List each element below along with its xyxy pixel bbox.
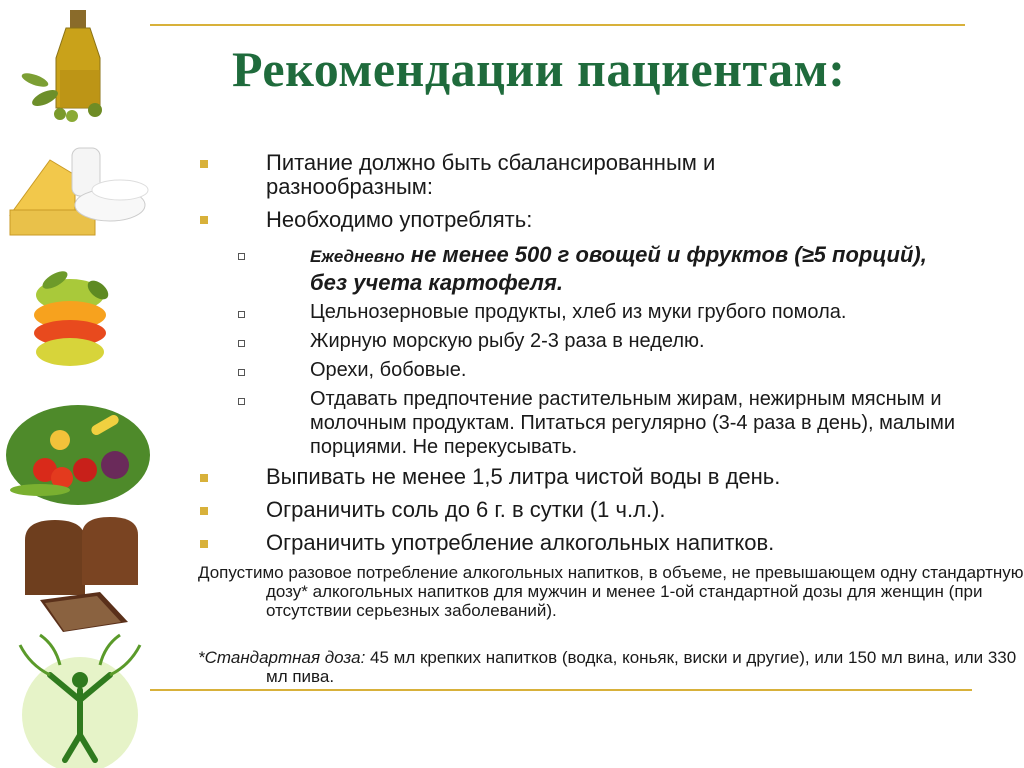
standard-dose-text: 45 мл крепких напитков (водка, коньяк, виски и другие), или 150 мл вина, или 330 мл пива. [266,648,1017,686]
sub-item-fish: Жирную морскую рыбу 2-3 раза в неделю. [310,330,705,352]
bullet-must-consume: Необходимо употреблять: [266,207,533,232]
alcohol-note: Допустимо разовое потребление алкогольных напитков, в объеме, не превышающем одну стандартную дозу* алкогольных напитков для мужчин и менее 1-ой стандартной дозы для женщин (при отсутствии серьезных заболеваний). [198,563,1024,620]
sub-bullet-marker [238,369,245,376]
bullet-alcohol: Ограничить употребление алкогольных напитков. [266,530,775,555]
sub-item-vegetables-fruits [310,242,970,296]
standard-dose-note [198,648,1024,686]
bullet-salt: Ограничить соль до 6 г. в сутки (1 ч.л.). [266,497,666,522]
bullet-marker [200,540,208,548]
standard-dose-label: *Стандартная доза: [198,648,366,667]
bullet-marker [200,507,208,515]
vegetables-fruits-text: не менее 500 г овощей и фруктов (≥5 порций), без учета картофеля. [310,242,927,295]
sub-bullet-marker [238,311,245,318]
sub-bullet-marker [238,398,245,405]
bullet-marker [200,216,208,224]
sub-item-fats: Отдавать предпочтение растительным жирам, нежирным мясным и молочным продуктам. Питаться регулярно (3-4 раза в день), малыми порциями. Не перекусывать. [310,388,955,458]
bullet-water: Выпивать не менее 1,5 литра чистой воды в день. [266,464,781,489]
sub-item-wholegrain: Цельнозерновые продукты, хлеб из муки грубого помола. [310,301,847,323]
sub-bullet-marker [238,253,245,260]
sub-bullet-marker [238,340,245,347]
page-title: Рекомендации пациентам: [232,41,846,97]
daily-label: Ежедневно [310,247,405,266]
bullet-balanced-diet: Питание должно быть сбалансированным и разнообразным: [266,150,716,199]
sub-item-nuts: Орехи, бобовые. [310,359,467,381]
bullet-marker [200,160,208,168]
bullet-marker [200,474,208,482]
